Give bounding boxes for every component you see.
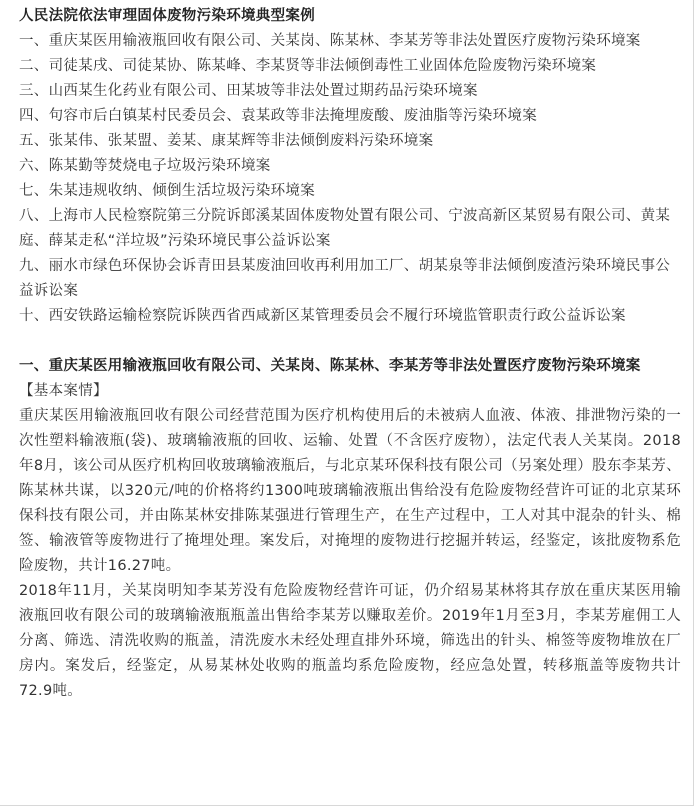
case-list-item-3: 三、山西某生化药业有限公司、田某坡等非法处置过期药品污染环境案 <box>19 83 478 99</box>
case-list-item-7: 七、朱某违规收纳、倾倒生活垃圾污染环境案 <box>19 183 315 199</box>
spacer <box>19 329 681 354</box>
section-paragraph-2: 2018年11月，关某岗明知李某芳没有危险废物经营许可证，仍介绍易某林将其存放在重庆某医用输液瓶回收有限公司的玻璃输液瓶瓶盖出售给李某芳以赚取差价。2019年1月至3月，李某芳雇佣工人分离、筛选、清洗收购的瓶盖，清洗废水未经处理直排外环境，筛选出的针头、棉签等废物堆放在厂房内。案发后，经鉴定，从易某林处收购的瓶盖均系危险废物，经应急处置，转移瓶盖等废物共计72.9吨。 <box>19 583 681 699</box>
case-list-item-5: 五、张某伟、张某盟、姜某、康某辉等非法倾倒废料污染环境案 <box>19 133 434 149</box>
case-list-item-2: 二、司徒某戌、司徒某协、陈某峰、李某贤等非法倾倒毒性工业固体危险废物污染环境案 <box>19 58 597 74</box>
section-subheading: 【基本案情】 <box>19 383 108 399</box>
section-heading: 一、重庆某医用输液瓶回收有限公司、关某岗、陈某林、李某芳等非法处置医疗废物污染环境案 <box>19 358 641 374</box>
case-list-item-8: 八、上海市人民检察院第三分院诉郎溪某固体废物处置有限公司、宁波高新区某贸易有限公司、黄某庭、薛某走私“洋垃圾”污染环境民事公益诉讼案 <box>19 208 671 249</box>
case-list-item-9: 九、丽水市绿色环保协会诉青田县某废油回收再利用加工厂、胡某泉等非法倾倒废渣污染环境民事公益诉讼案 <box>19 258 671 299</box>
article-title: 人民法院依法审理固体废物污染环境典型案例 <box>19 8 315 24</box>
case-list <box>19 29 681 329</box>
case-list-item-10: 十、西安铁路运输检察院诉陕西省西咸新区某管理委员会不履行环境监管职责行政公益诉讼案 <box>19 308 626 324</box>
case-section-1 <box>19 354 681 704</box>
article-body <box>19 4 681 704</box>
case-list-item-4: 四、句容市后白镇某村民委员会、袁某政等非法掩埋废酸、废油脂等污染环境案 <box>19 108 537 124</box>
section-paragraph-1: 重庆某医用输液瓶回收有限公司经营范围为医疗机构使用后的未被病人血液、体液、排泄物污染的一次性塑料输液瓶(袋)、玻璃输液瓶的回收、运输、处置（不含医疗废物），法定代表人关某岗。2018年8月，该公司从医疗机构回收玻璃输液瓶后，与北京某环保科技有限公司（另案处理）股东李某芳、陈某林共谋，以320元/吨的价格将约1300吨玻璃输液瓶出售给没有危险废物经营许可证的北京某环保科技有限公司，并由陈某林安排陈某强进行管理生产，在生产过程中，工人对其中混杂的针头、棉签、输液管等废物进行了掩埋处理。案发后，对掩埋的废物进行挖掘并转运，经鉴定，该批废物系危险废物，共计16.27吨。 <box>19 408 681 574</box>
case-list-item-1: 一、重庆某医用输液瓶回收有限公司、关某岗、陈某林、李某芳等非法处置医疗废物污染环境案 <box>19 33 641 49</box>
case-list-item-6: 六、陈某勤等焚烧电子垃圾污染环境案 <box>19 158 271 174</box>
